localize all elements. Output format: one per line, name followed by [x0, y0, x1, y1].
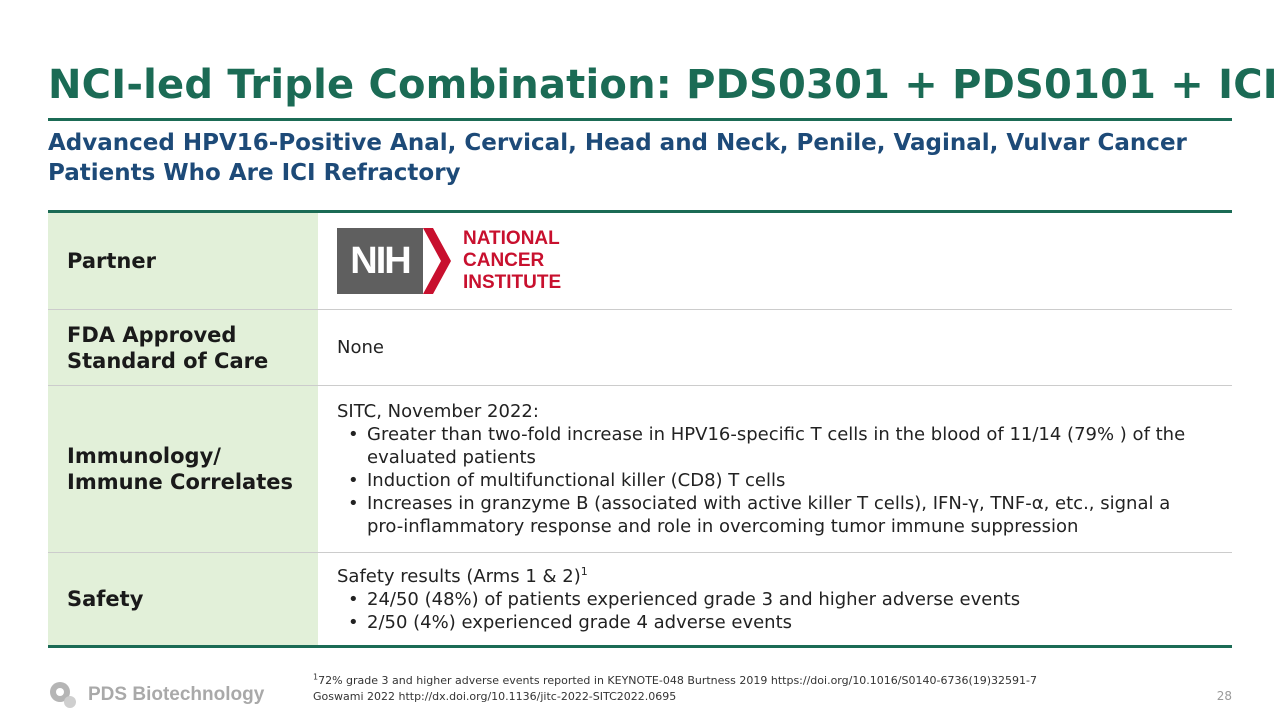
safety-intro-text: Safety results (Arms 1 & 2): [337, 565, 581, 587]
bullet-text: 2/50 (4%) experienced grade 4 adverse events: [367, 611, 793, 633]
bullet-text: Induction of multifunctional killer (CD8) T cells: [367, 470, 786, 491]
list-item: [337, 588, 1212, 611]
row-label-partner: Partner: [48, 213, 318, 309]
table-row-fda: [48, 310, 1232, 386]
nci-line-national: NATIONAL: [463, 228, 560, 249]
fda-value-text: None: [337, 337, 384, 358]
slide-subtitle: Advanced HPV16-Positive Anal, Cervical, Head and Neck, Penile, Vaginal, Vulvar Cancer Patients Who Are ICI Refractory: [48, 130, 1187, 186]
footnotes: [313, 673, 1037, 705]
bullet-icon: •: [348, 588, 359, 610]
row-label-safety: Safety: [48, 553, 318, 645]
list-item: [337, 492, 1212, 538]
footnote-2: Goswami 2022 http://dx.doi.org/10.1136/jitc-2022-SITC2022.0695: [313, 690, 677, 703]
row-value-safety: [318, 553, 1232, 645]
footnote-1: [313, 673, 1037, 689]
nih-nci-logo: [337, 228, 1212, 294]
pds-logo-text: PDS Biotechnology: [88, 684, 265, 705]
safety-intro: [337, 565, 1212, 588]
safety-bullet-list: [337, 588, 1212, 634]
bullet-text: Greater than two-fold increase in HPV16-specific T cells in the blood of 11/14 (79% ) of the evaluated patients: [367, 424, 1186, 468]
list-item: [337, 611, 1212, 634]
row-label-fda: FDA Approved Standard of Care: [48, 310, 318, 385]
immunology-bullet-list: [337, 423, 1212, 538]
pds-logo: [48, 680, 264, 710]
row-value-partner: [318, 213, 1232, 309]
nih-chevron-icon: [423, 228, 451, 294]
table-row-partner: [48, 213, 1232, 310]
table-row-immunology: [48, 386, 1232, 553]
immunology-intro: SITC, November 2022:: [337, 401, 539, 422]
nci-line-institute: INSTITUTE: [463, 272, 562, 293]
table-row-safety: [48, 553, 1232, 645]
bullet-text: 24/50 (48%) of patients experienced grade 3 and higher adverse events: [367, 588, 1021, 610]
info-table: [48, 210, 1232, 648]
bullet-icon: •: [348, 470, 359, 491]
footnote-1-marker: 1: [313, 672, 319, 682]
list-item: [337, 469, 1212, 492]
footnote-1-text: 72% grade 3 and higher adverse events reported in KEYNOTE-048 Burtness 2019 https://doi.org/10.1016/S0140-6736(19)32591-7: [318, 674, 1037, 687]
bullet-text: Increases in granzyme B (associated with active killer T cells), IFN-γ, TNF-α, etc., signal a pro-inflammatory response and role in overcoming tumor immune suppression: [367, 493, 1171, 537]
list-item: [337, 423, 1212, 469]
bullet-icon: •: [348, 424, 359, 445]
title-divider: [48, 118, 1232, 121]
nih-logo-box: NIH: [337, 228, 423, 294]
row-label-immunology: Immunology/ Immune Correlates: [48, 386, 318, 552]
footnote-marker: 1: [580, 564, 588, 578]
bullet-icon: •: [348, 611, 359, 633]
nci-line-cancer: CANCER: [463, 250, 545, 271]
page-number: 28: [1216, 689, 1232, 703]
row-value-immunology: [318, 386, 1232, 552]
pds-logo-icon: [48, 680, 78, 710]
bullet-icon: •: [348, 493, 359, 514]
row-value-fda: [318, 310, 1232, 385]
slide-title: NCI-led Triple Combination: PDS0301 + PDS0101 + ICI: [48, 62, 1278, 108]
nci-text: [463, 228, 561, 294]
